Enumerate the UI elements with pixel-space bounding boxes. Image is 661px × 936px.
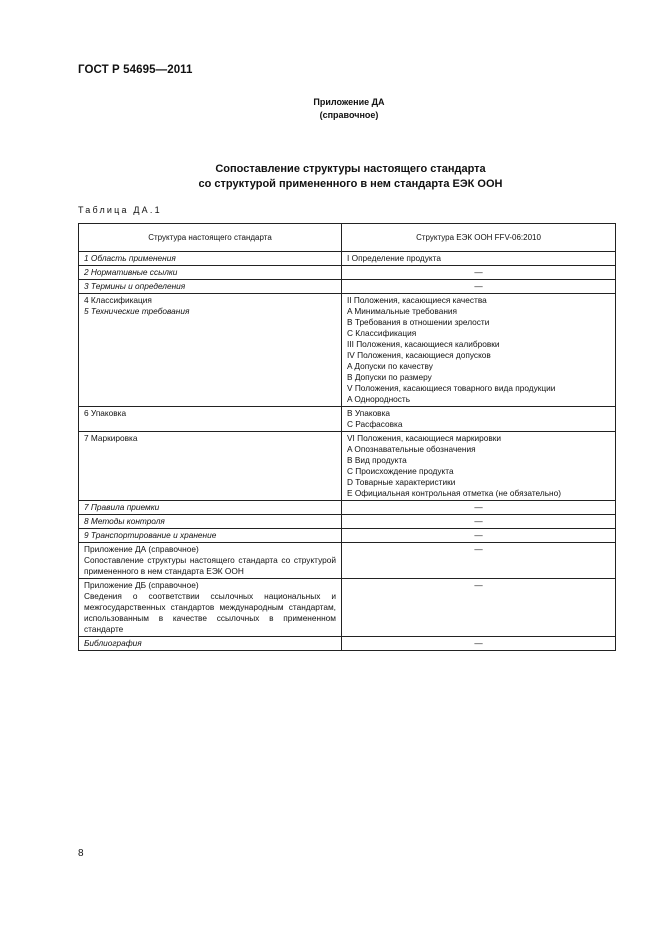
table-row bbox=[79, 529, 616, 543]
section-item: B Вид продукта bbox=[347, 455, 407, 465]
section-description: Сопоставление структуры настоящего стандарта со структурой примененного в нем стандарта ЕЭК ООН bbox=[84, 555, 336, 576]
cell-unece: — bbox=[342, 637, 616, 651]
section-item: E Официальная контрольная отметка (не обязательно) bbox=[347, 488, 561, 498]
section-item: B Допуски по размеру bbox=[347, 372, 432, 382]
cell-this-standard bbox=[79, 529, 342, 543]
comparison-table bbox=[78, 223, 616, 651]
section-item: Библиография bbox=[84, 638, 142, 648]
section-item: III Положения, касающиеся калибровки bbox=[347, 339, 500, 349]
section-item: 1 Область применения bbox=[84, 253, 176, 263]
section-item: 3 Термины и определения bbox=[84, 281, 186, 291]
table-row bbox=[79, 252, 616, 266]
header-this-standard: Структура настоящего стандарта bbox=[79, 224, 342, 252]
cell-this-standard bbox=[79, 543, 342, 579]
table-caption: Таблица ДА.1 bbox=[78, 205, 162, 215]
cell-unece bbox=[342, 432, 616, 501]
section-item: 7 Маркировка bbox=[84, 433, 138, 443]
cell-this-standard bbox=[79, 252, 342, 266]
cell-unece: — bbox=[342, 515, 616, 529]
header-unece-standard: Структура ЕЭК ООН FFV-06:2010 bbox=[342, 224, 616, 252]
table-row bbox=[79, 294, 616, 407]
cell-unece bbox=[342, 294, 616, 407]
table-row bbox=[79, 515, 616, 529]
cell-this-standard bbox=[79, 294, 342, 407]
cell-this-standard bbox=[79, 280, 342, 294]
document-title bbox=[0, 162, 661, 192]
section-item: V Положения, касающиеся товарного вида продукции bbox=[347, 383, 556, 393]
table-row bbox=[79, 266, 616, 280]
section-item: Приложение ДА (справочное) bbox=[84, 544, 199, 554]
table-row bbox=[79, 501, 616, 515]
table-row bbox=[79, 280, 616, 294]
standard-code: ГОСТ Р 54695—2011 bbox=[78, 64, 193, 76]
section-item: B Требования в отношении зрелости bbox=[347, 317, 490, 327]
section-item: C Происхождение продукта bbox=[347, 466, 454, 476]
section-item: 4 Классификация bbox=[84, 295, 152, 305]
cell-this-standard bbox=[79, 579, 342, 637]
section-item: Приложение ДБ (справочное) bbox=[84, 580, 199, 590]
table-row bbox=[79, 407, 616, 432]
cell-this-standard bbox=[79, 501, 342, 515]
document-title-line-1: Сопоставление структуры настоящего стандарта bbox=[215, 163, 486, 175]
table-row bbox=[79, 543, 616, 579]
cell-unece: — bbox=[342, 543, 616, 579]
section-item: VI Положения, касающиеся маркировки bbox=[347, 433, 502, 443]
cell-unece: — bbox=[342, 266, 616, 280]
cell-this-standard bbox=[79, 432, 342, 501]
annex-heading bbox=[0, 96, 661, 122]
section-item: 7 Правила приемки bbox=[84, 502, 160, 512]
table-row bbox=[79, 432, 616, 501]
section-item: D Товарные характеристики bbox=[347, 477, 456, 487]
cell-unece: — bbox=[342, 579, 616, 637]
table-row bbox=[79, 579, 616, 637]
section-description: Сведения о соответствии ссылочных национальных и межгосударственных стандартов международным стандартам, использованным в качестве ссылочных в примененном стандарте bbox=[84, 591, 336, 634]
section-item: A Однородность bbox=[347, 394, 411, 404]
table-row bbox=[79, 637, 616, 651]
section-item: A Допуски по качеству bbox=[347, 361, 433, 371]
cell-this-standard bbox=[79, 407, 342, 432]
cell-unece: — bbox=[342, 280, 616, 294]
document-title-line-2: со структурой примененного в нем стандарта ЕЭК ООН bbox=[198, 178, 503, 190]
section-item: IV Положения, касающиеся допусков bbox=[347, 350, 491, 360]
section-item: 8 Методы контроля bbox=[84, 516, 165, 526]
section-item: 5 Технические требования bbox=[84, 306, 190, 316]
section-item: C Классификация bbox=[347, 328, 417, 338]
annex-title: Приложение ДА bbox=[313, 97, 385, 107]
cell-this-standard bbox=[79, 637, 342, 651]
annex-kind: (справочное) bbox=[319, 110, 379, 120]
section-item: B Упаковка bbox=[347, 408, 391, 418]
section-item: A Опознавательные обозначения bbox=[347, 444, 476, 454]
section-item: 2 Нормативные ссылки bbox=[84, 267, 178, 277]
section-item: 9 Транспортирование и хранение bbox=[84, 530, 217, 540]
table-header-row bbox=[79, 224, 616, 252]
cell-unece: — bbox=[342, 529, 616, 543]
section-item: C Расфасовка bbox=[347, 419, 403, 429]
section-item: II Положения, касающиеся качества bbox=[347, 295, 487, 305]
section-item: A Минимальные требования bbox=[347, 306, 458, 316]
cell-unece bbox=[342, 407, 616, 432]
cell-unece bbox=[342, 252, 616, 266]
cell-this-standard bbox=[79, 515, 342, 529]
cell-this-standard bbox=[79, 266, 342, 280]
cell-unece: — bbox=[342, 501, 616, 515]
section-item: I Определение продукта bbox=[347, 253, 441, 263]
page-number: 8 bbox=[78, 848, 84, 859]
section-item: 6 Упаковка bbox=[84, 408, 127, 418]
